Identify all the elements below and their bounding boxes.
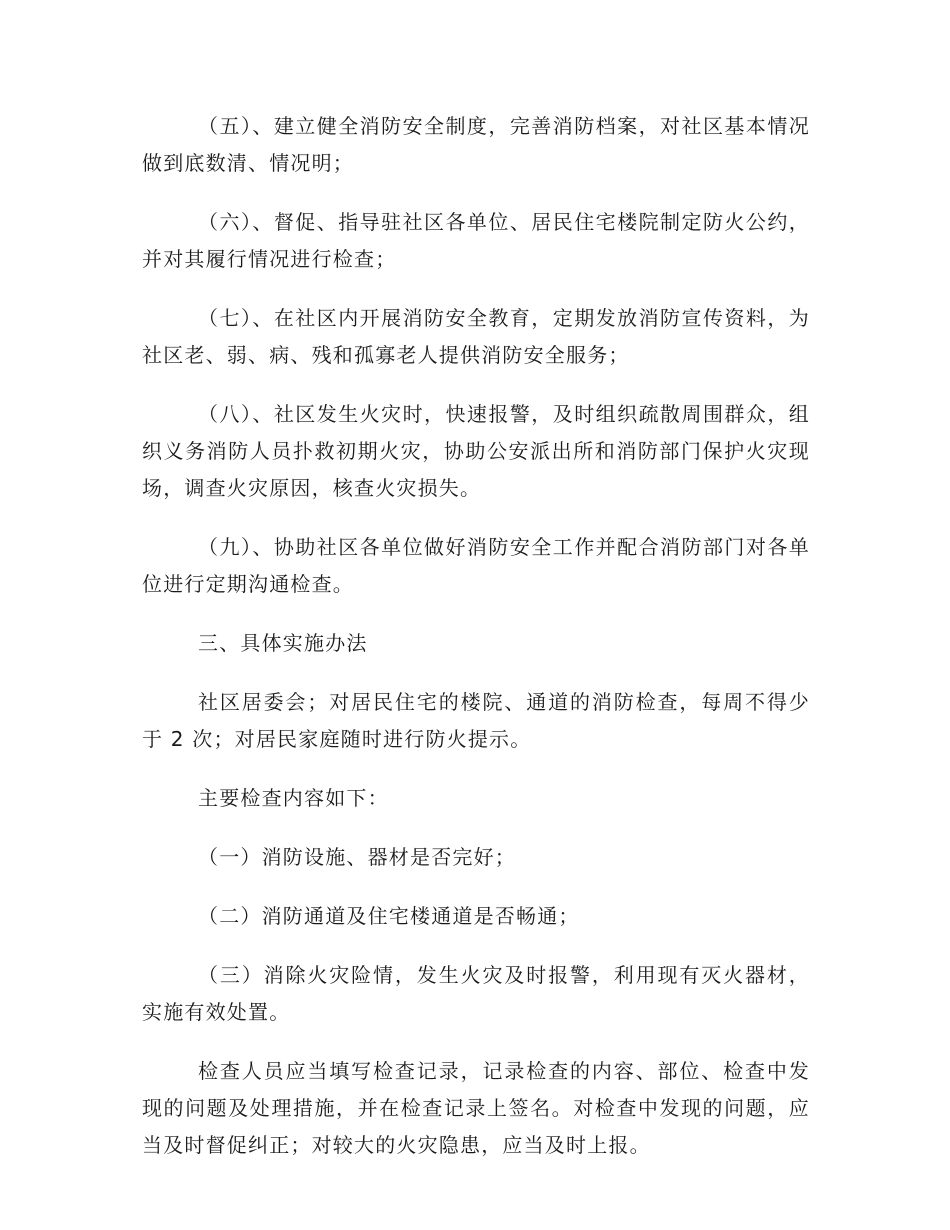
paragraph-item-7: （七）、在社区内开展消防安全教育，定期发放消防宣传资料，为社区老、弱、病、残和孤寡老人提供消防安全服务； [142,306,810,367]
paragraph-item-9: （九）、协助社区各单位做好消防安全工作并配合消防部门对各单位进行定期沟通检查。 [142,535,810,596]
list-item-3: （三）消除火灾险情，发生火灾及时报警，利用现有灭火器材，实施有效处置。 [142,963,810,1024]
paragraph-inspection-records: 检查人员应当填写检查记录，记录检查的内容、部位、检查中发现的问题及处理措施，并在检查记录上签名。对检查中发现的问题，应当及时督促纠正；对较大的火灾隐患，应当及时上报。 [142,1059,810,1157]
list-item-2: （二）消防通道及住宅楼通道是否畅通； [198,904,580,928]
list-item-1: （一）消防设施、器材是否完好； [198,845,516,869]
paragraph-item-5: （五）、建立健全消防安全制度，完善消防档案，对社区基本情况做到底数清、情况明； [142,114,810,175]
paragraph-inspection-frequency: 社区居委会；对居民住宅的楼院、通道的消防检查，每周不得少于 2 次；对居民家庭随时进行防火提示。 [142,690,810,751]
paragraph-inspection-contents-intro: 主要检查内容如下： [198,786,389,810]
section-heading: 三、具体实施办法 [198,631,368,655]
document-body [142,108,810,1186]
paragraph-item-8: （八）、社区发生火灾时，快速报警，及时组织疏散周围群众，组织义务消防人员扑救初期火灾，协助公安派出所和消防部门保护火灾现场，调查火灾原因，核查火灾损失。 [142,402,810,500]
paragraph-item-6: （六）、督促、指导驻社区各单位、居民住宅楼院制定防火公约，并对其履行情况进行检查； [142,210,810,271]
